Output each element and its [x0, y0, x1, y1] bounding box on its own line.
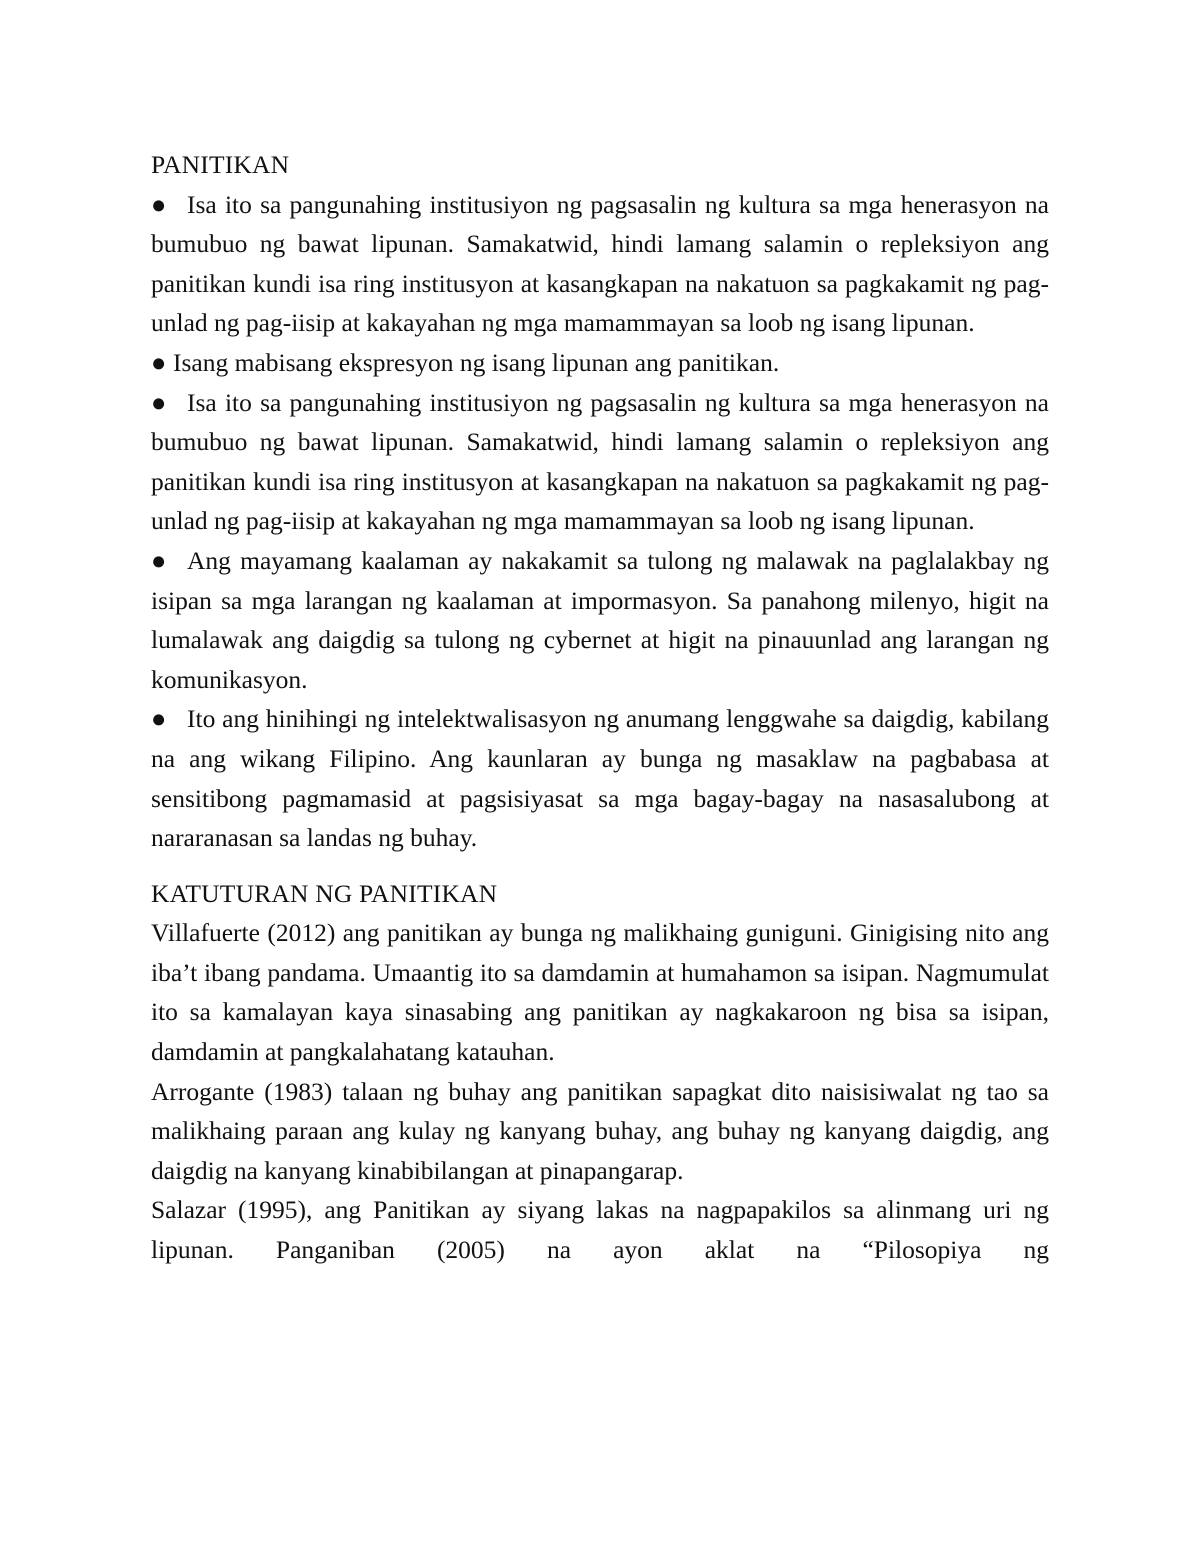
- bullet-item: [151, 343, 1049, 383]
- section-heading-katuturan: KATUTURAN NG PANITIKAN: [151, 878, 498, 908]
- paragraph-salazar: Salazar (1995), ang Panitikan ay siyang lakas na nagpapakilos sa alinmang uri ng lipunan. Panganiban (2005) na ayon aklat na “Pilosopiya ng: [151, 1195, 1049, 1265]
- bullet-icon: ●: [151, 347, 167, 377]
- section-spacer: [151, 858, 1049, 874]
- bullet-item: [151, 541, 1049, 699]
- bullet-icon: ●: [151, 189, 167, 219]
- bullet-text: Ito ang hinihingi ng intelektwalisasyon ng anumang lenggwahe sa daigdig, kabilang na ang wikang Filipino. Ang kaunlaran ay bunga ng masaklaw na pagbabasa at sensitibong pagmamasid at pagsisiyasat sa mga bagay-bagay na nasasalubong at nararanasan sa landas ng buhay.: [151, 704, 1049, 853]
- bullet-text: Isa ito sa pangunahing institusiyon ng pagsasalin ng kultura sa mga henerasyon na bumubuo ng bawat lipunan. Samakatwid, hindi lamang salamin o repleksiyon ang panitikan kundi isa ring institusyon at kasangkapan na nakatuon sa pagkakamit ng pag-unlad ng pag-iisip at kakayahan ng mga mamammayan sa loob ng isang lipunan.: [151, 387, 1049, 536]
- section-heading-panitikan: PANITIKAN: [151, 150, 290, 179]
- paragraph-villafuerte: Villafuerte (2012) ang panitikan ay bunga ng malikhaing guniguni. Ginigising nito ang iba’t ibang pandama. Umaantig ito sa damdamin at humahamon sa isipan. Nagmumulat ito sa kamalayan kaya sinasabing ang panitikan ay nagkakaroon ng bisa sa isipan, damdamin at pangkalahatang katauhan.: [151, 918, 1049, 1067]
- bullet-item: [151, 185, 1049, 343]
- bullet-text: Ang mayamang kaalaman ay nakakamit sa tulong ng malawak na paglalakbay ng isipan sa mga larangan ng kaalaman at impormasyon. Sa panahong milenyo, higit na lumalawak ang daigdig sa tulong ng cybernet at higit na pinauunlad ang larangan ng komunikasyon.: [151, 545, 1049, 694]
- bullet-icon: ●: [151, 545, 167, 575]
- bullet-item: [151, 699, 1049, 857]
- bullet-icon: ●: [151, 704, 167, 734]
- bullet-text: Isang mabisang ekspresyon ng isang lipunan ang panitikan.: [173, 347, 780, 377]
- document-page: [151, 145, 1049, 1270]
- bullet-text: Isa ito sa pangunahing institusiyon ng pagsasalin ng kultura sa mga henerasyon na bumubuo ng bawat lipunan. Samakatwid, hindi lamang salamin o repleksiyon ang panitikan kundi isa ring institusyon at kasangkapan na nakatuon sa pagkakamit ng pag-unlad ng pag-iisip at kakayahan ng mga mamammayan sa loob ng isang lipunan.: [151, 189, 1049, 338]
- bullet-icon: ●: [151, 387, 167, 417]
- paragraph-arrogante: Arrogante (1983) talaan ng buhay ang panitikan sapagkat dito naisisiwalat ng tao sa malikhaing paraan ang kulay ng kanyang buhay, ang buhay ng kanyang daigdig, ang daigdig na kanyang kinabibilangan at pinapangarap.: [151, 1076, 1049, 1185]
- bullet-item: [151, 383, 1049, 541]
